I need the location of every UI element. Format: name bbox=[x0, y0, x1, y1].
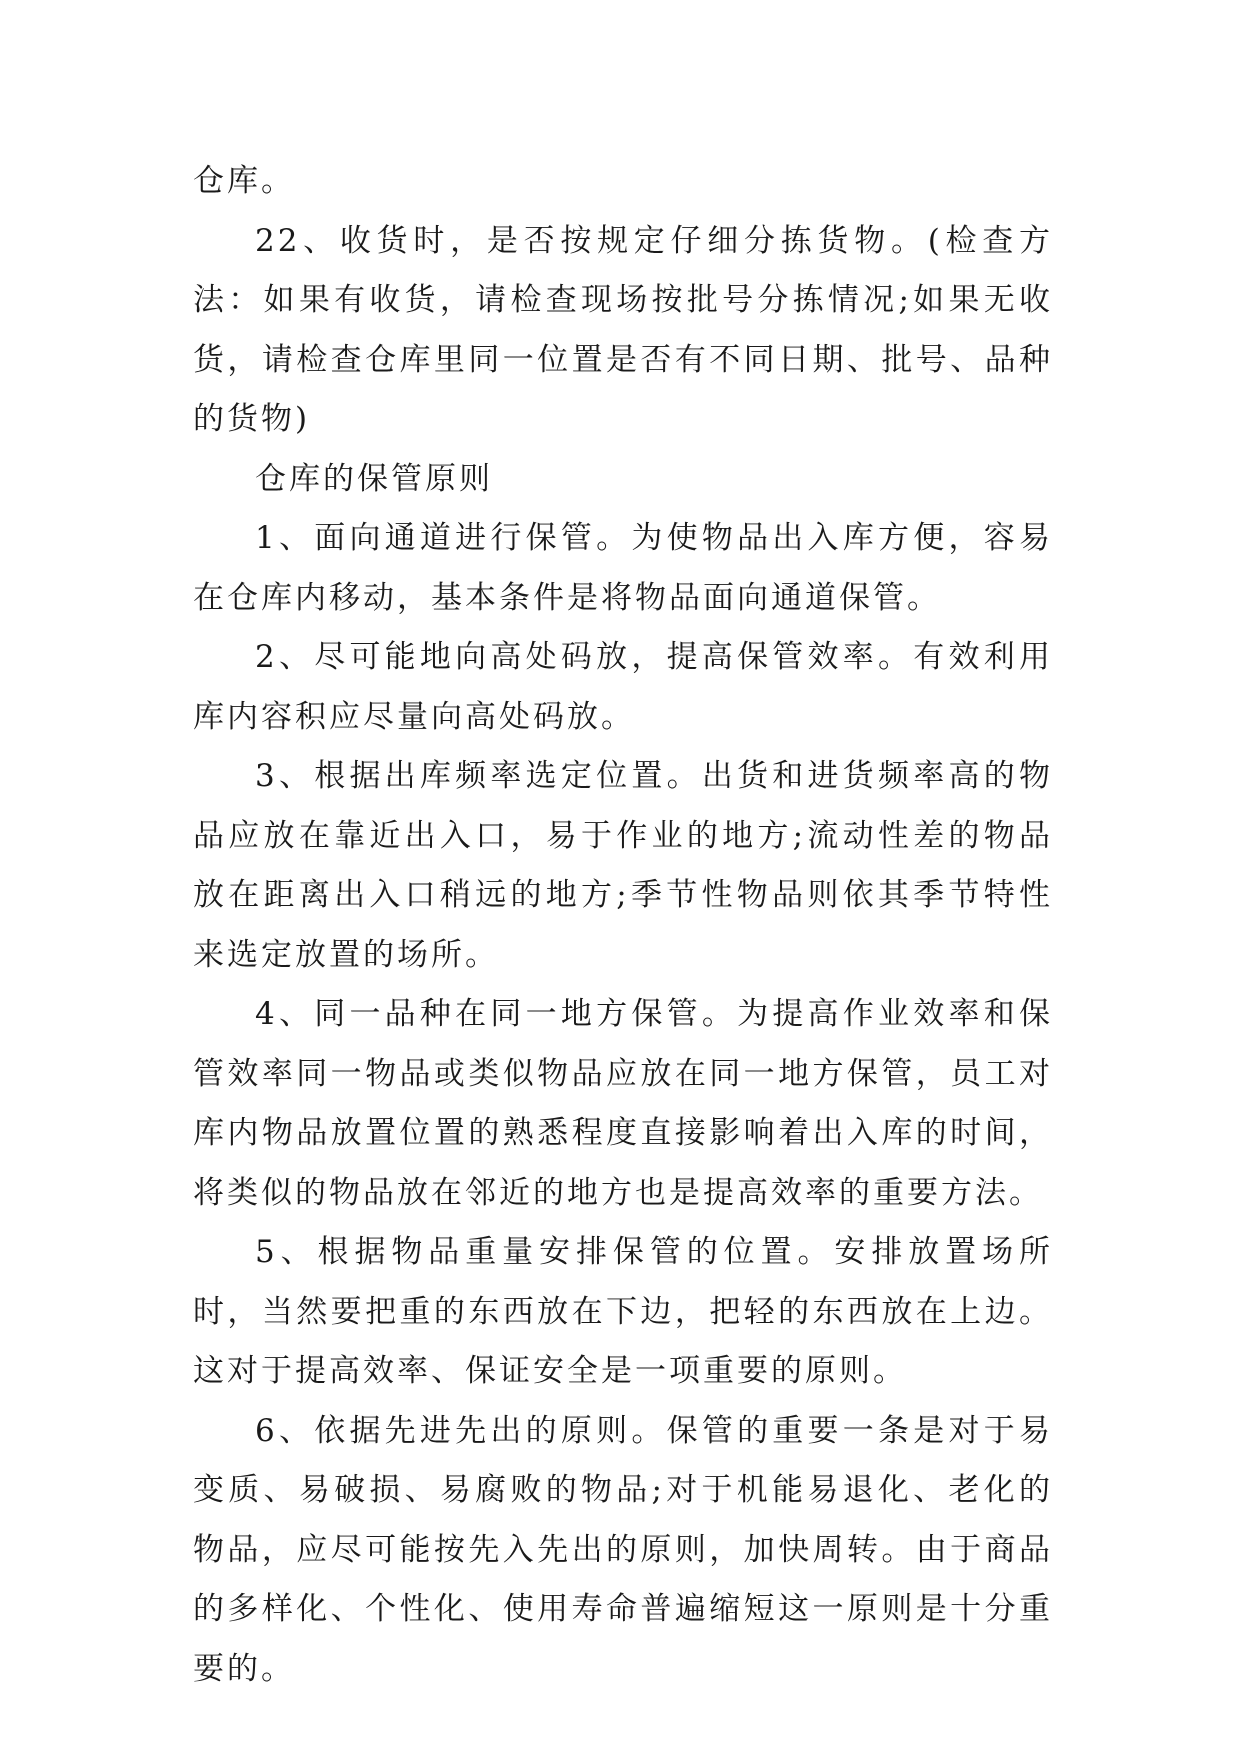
section-heading: 仓库的保管原则 bbox=[255, 460, 493, 497]
paragraph-continuation: 仓库。 bbox=[193, 163, 295, 199]
paragraph-principle-4: 4、同一品种在同一地方保管。为提高作业效率和保管效率同一物品或类似物品应放在同一地方保管，员工对库内物品放置位置的熟悉程度直接影响着出入库的时间，将类似的物品放在邻近的地方也是提高效率的重要方法。 bbox=[193, 996, 1053, 1211]
paragraph-item-22: 22、收货时，是否按规定仔细分拣货物。(检查方法：如果有收货，请检查现场按批号分拣情况;如果无收货，请检查仓库里同一位置是否有不同日期、批号、品种的货物) bbox=[193, 222, 1053, 437]
paragraph-principle-5: 5、根据物品重量安排保管的位置。安排放置场所时，当然要把重的东西放在下边，把轻的东西放在上边。这对于提高效率、保证安全是一项重要的原则。 bbox=[193, 1234, 1053, 1389]
paragraph-principle-6: 6、依据先进先出的原则。保管的重要一条是对于易变质、易破损、易腐败的物品;对于机能易退化、老化的物品，应尽可能按先入先出的原则，加快周转。由于商品的多样化、个性化、使用寿命普遍缩短这一原则是十分重要的。 bbox=[193, 1412, 1053, 1687]
document-body bbox=[193, 152, 1053, 1699]
paragraph-principle-1: 1、面向通道进行保管。为使物品出入库方便，容易在仓库内移动，基本条件是将物品面向通道保管。 bbox=[193, 520, 1053, 616]
paragraph-principle-2: 2、尽可能地向高处码放，提高保管效率。有效利用库内容积应尽量向高处码放。 bbox=[193, 639, 1053, 735]
paragraph-principle-3: 3、根据出库频率选定位置。出货和进货频率高的物品应放在靠近出入口，易于作业的地方;流动性差的物品放在距离出入口稍远的地方;季节性物品则依其季节特性来选定放置的场所。 bbox=[193, 758, 1053, 973]
